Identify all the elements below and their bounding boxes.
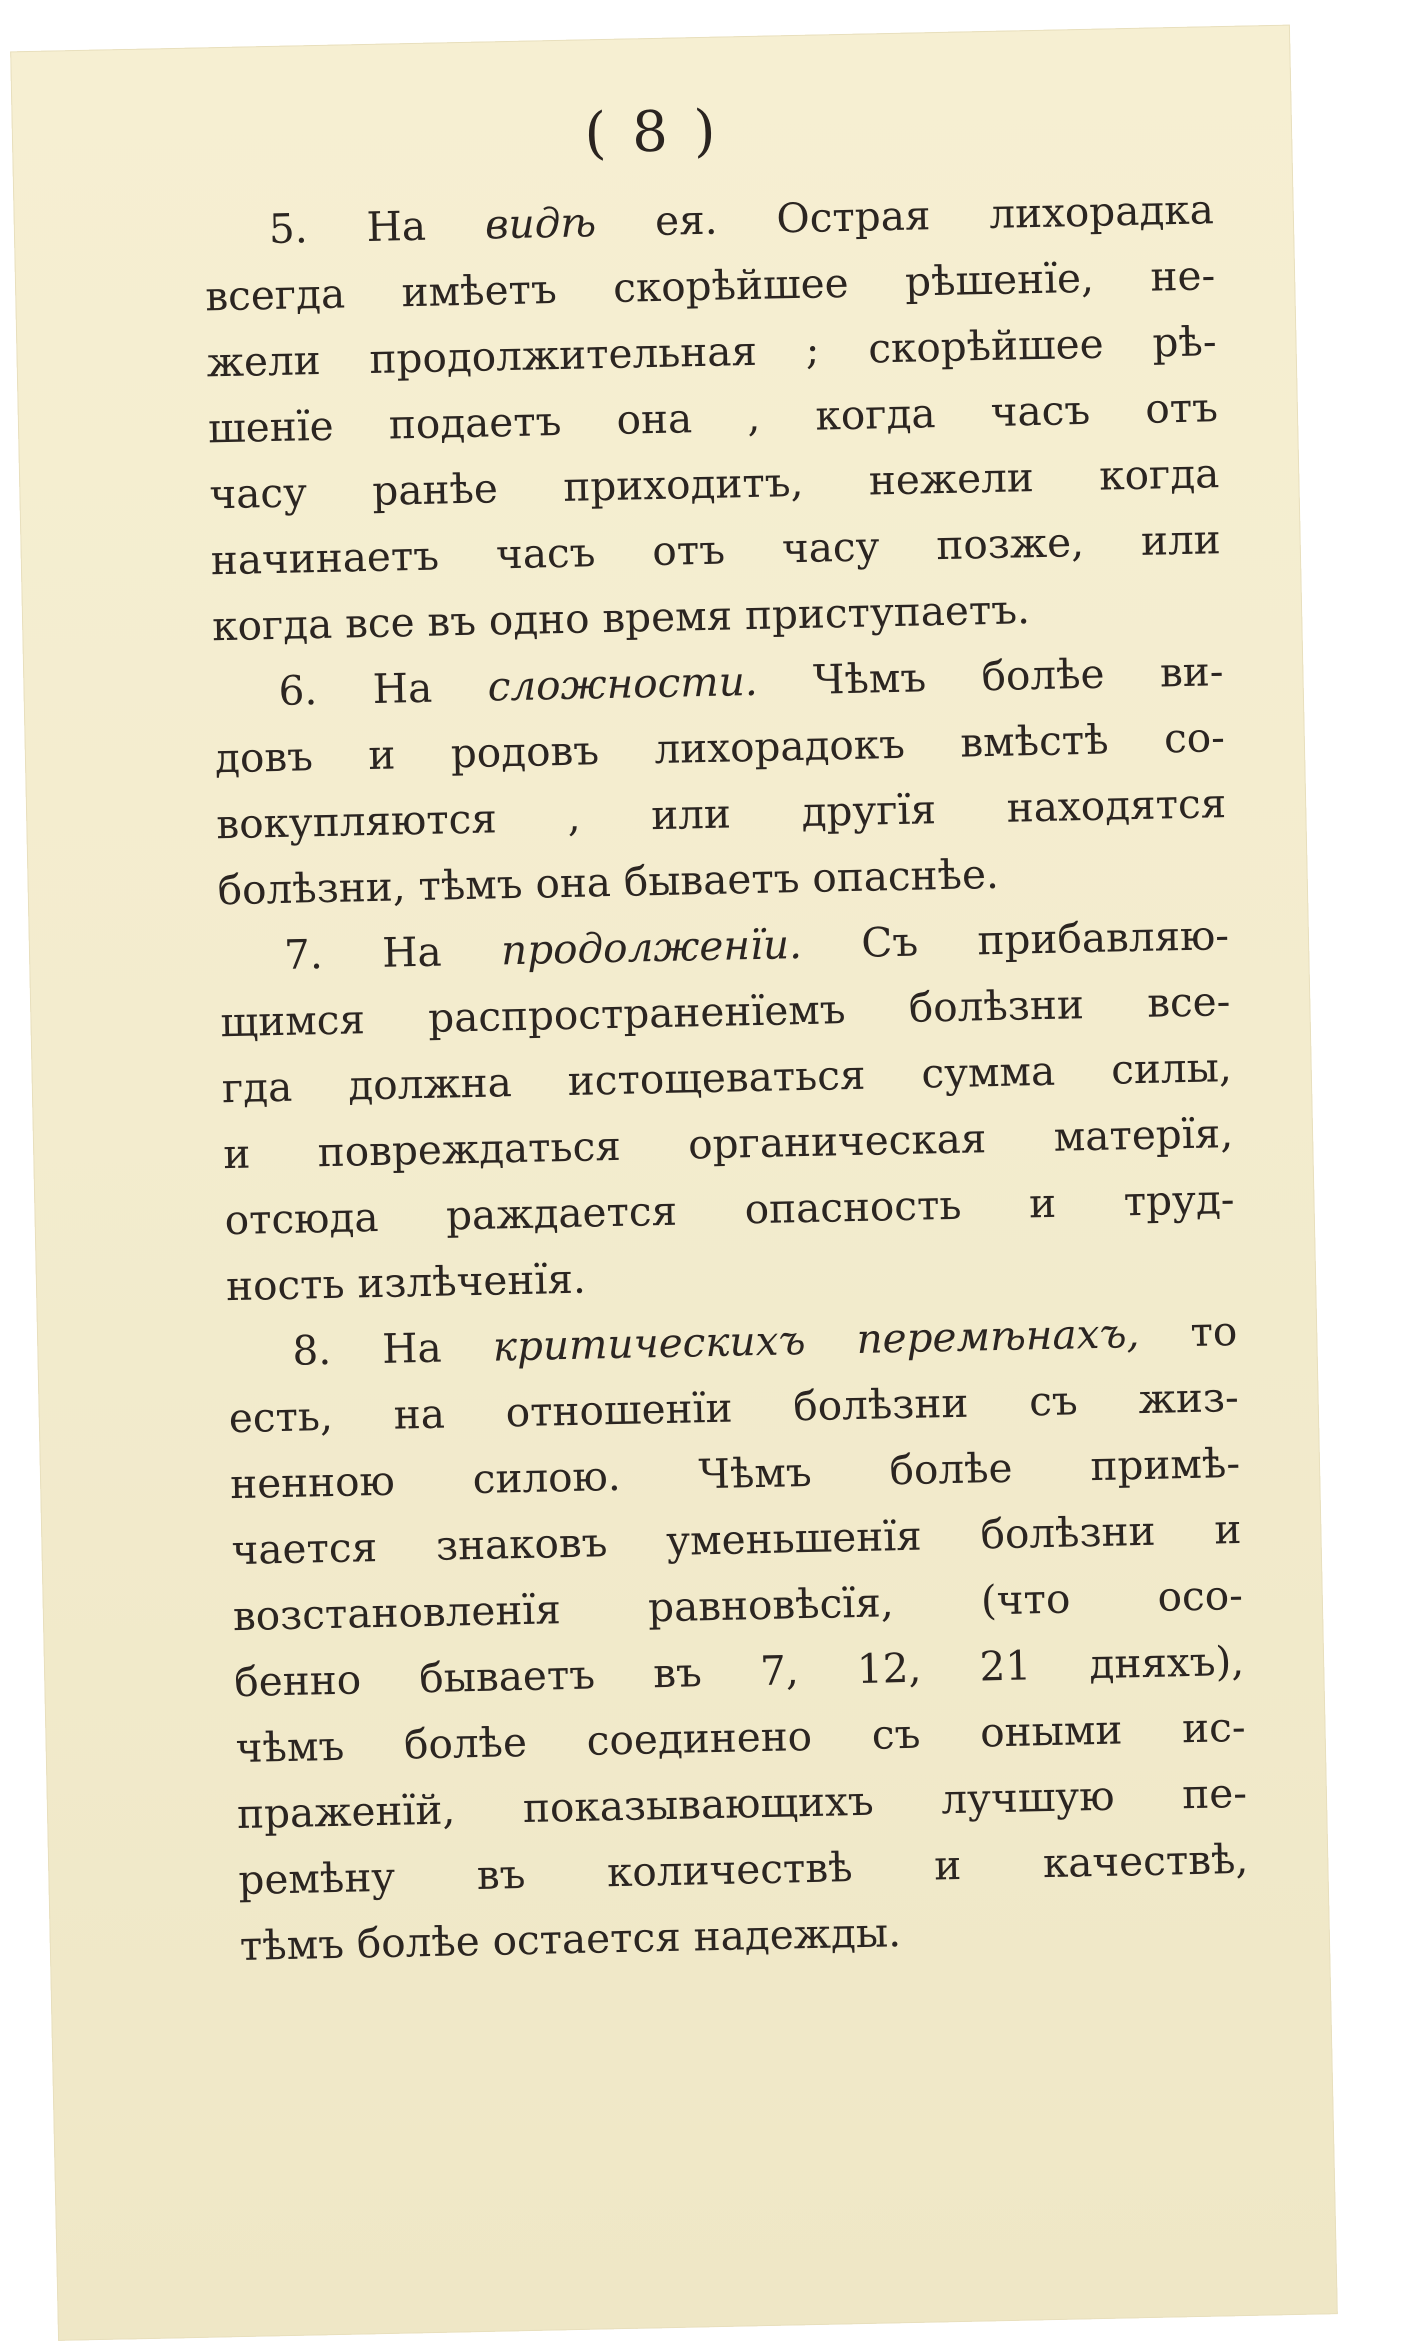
text-segment: чѣмъ болѣе соединено съ оными ис- — [235, 1702, 1247, 1773]
text-segment: то — [1138, 1306, 1238, 1358]
text-segment: Съ прибавляю- — [801, 911, 1230, 969]
emphasized-text: сложности. — [487, 656, 759, 711]
text-segment: 8. На — [291, 1322, 494, 1375]
book-page — [10, 25, 1338, 2341]
text-segment: ненною силою. Чѣмъ болѣе примѣ- — [229, 1438, 1241, 1509]
paragraph-p7 — [218, 902, 1236, 1319]
text-segment: 7. На — [283, 926, 502, 979]
text-segment: ея. Острая лихорадка — [595, 185, 1215, 247]
text-segment: чается знаковъ уменьшенїя болѣзни и — [231, 1504, 1242, 1575]
text-segment: часу ранѣе приходитъ, нежели когда — [208, 449, 1220, 519]
paragraph-p5 — [203, 176, 1222, 659]
text-segment: тѣмъ болѣе остается надежды. — [239, 1908, 902, 1971]
text-segment: 6. На — [278, 662, 489, 715]
text-segment: праженїй, показывающихъ лучшую пе- — [236, 1768, 1248, 1839]
text-segment: когда все въ одно время приступаетъ. — [211, 585, 1031, 651]
text-segment: и повреждаться органическая матерїя, — [222, 1109, 1234, 1179]
page-number: ( 8 ) — [583, 98, 721, 167]
text-segment: вокупляются , или другїя находятся — [215, 779, 1227, 849]
text-segment: щимся распространенїемъ болѣзни все- — [220, 977, 1231, 1047]
text-segment: возстановленїя равновѣсїя, (что осо- — [232, 1570, 1244, 1641]
text-segment: шенїе подаетъ она , когда часъ отъ — [207, 383, 1219, 453]
text-segment: ремѣну въ количествѣ и качествѣ, — [237, 1834, 1249, 1905]
body-text — [203, 176, 1250, 1979]
text-segment: отсюда раждается опасность и труд- — [224, 1175, 1235, 1245]
text-segment: 5. На — [268, 200, 486, 254]
text-segment: гда должна истощеваться сумма силы, — [221, 1043, 1233, 1113]
text-segment: начинаетъ часъ отъ часу позже, или — [210, 515, 1222, 585]
emphasized-text: видѣ — [484, 198, 597, 249]
emphasized-text: продолженїи. — [500, 920, 803, 975]
text-segment: бенно бываетъ въ 7, 12, 21 дняхъ), — [233, 1636, 1245, 1707]
emphasized-text: критическихъ перемѣнахъ, — [492, 1309, 1140, 1371]
text-segment: Чѣмъ болѣе ви- — [757, 647, 1224, 705]
text-segment: болѣзни, тѣмъ она бываетъ опаснѣе. — [217, 849, 1000, 915]
text-segment: есть, на отношенїи болѣзни съ жиз- — [228, 1372, 1240, 1443]
paragraph-p6 — [213, 638, 1228, 923]
paragraph-p8 — [227, 1298, 1251, 1979]
text-segment: ность излѣченїя. — [225, 1254, 587, 1311]
text-segment: довъ и родовъ лихорадокъ вмѣстѣ со- — [214, 713, 1226, 783]
text-segment: жели продолжительная ; скорѣйшее рѣ- — [206, 317, 1217, 387]
text-segment: всегда имѣетъ скорѣйшее рѣшенїе, не- — [204, 251, 1216, 321]
